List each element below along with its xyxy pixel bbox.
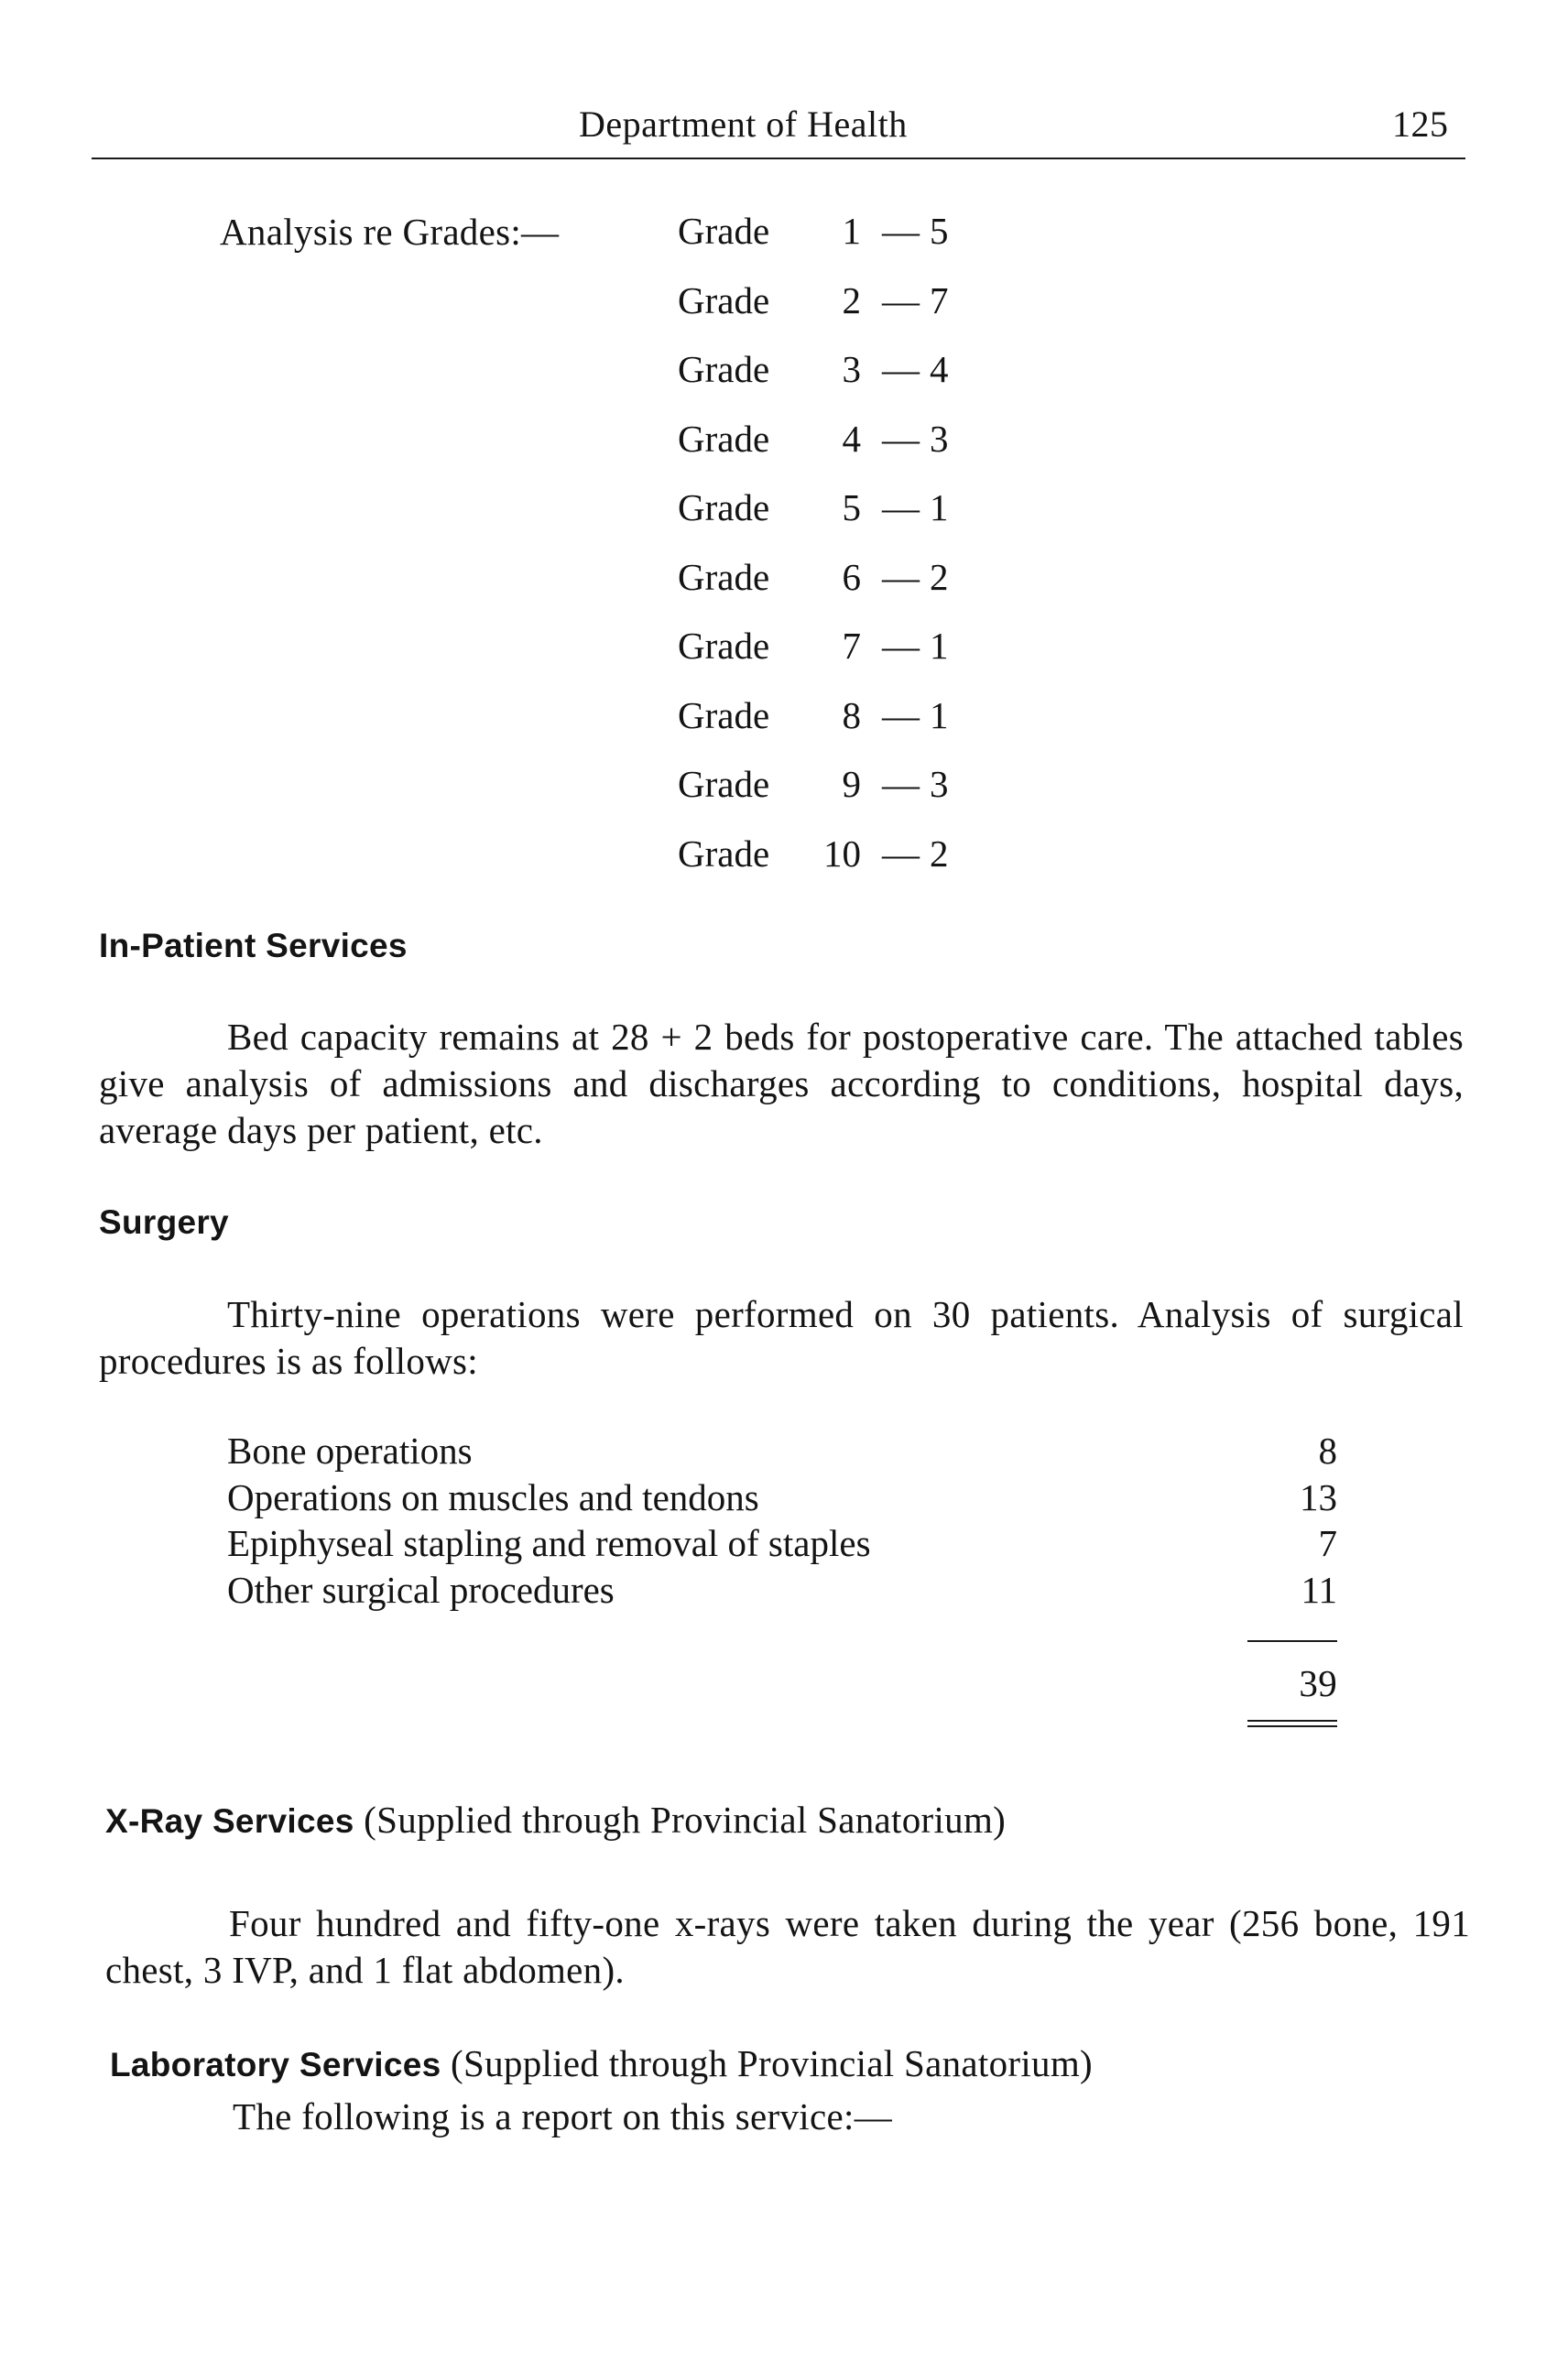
- surgery-paragraph-text: Thirty-nine operations were performed on 30 patients. Analysis of surgical procedures is as follows:: [99, 1293, 1464, 1382]
- surgery-total: 39: [1299, 1662, 1337, 1704]
- xray-heading: X-Ray Services: [105, 1802, 354, 1840]
- surgery-row: [227, 1429, 1337, 1474]
- surgery-row-label: Epiphyseal stapling and removal of staples: [227, 1522, 871, 1564]
- grade-dash: —: [882, 348, 920, 390]
- grade-count: 2: [930, 555, 949, 598]
- surgery-row-value: 7: [1318, 1522, 1337, 1564]
- surgery-heading: Surgery: [99, 1203, 229, 1241]
- surgery-row-label: Other surgical procedures: [227, 1568, 615, 1611]
- grade-count: 5: [930, 210, 949, 252]
- surgery-row-value: 11: [1301, 1568, 1337, 1611]
- running-head-title: Department of Health: [579, 103, 908, 145]
- total-rule: [1247, 1640, 1337, 1642]
- grade-dash: —: [882, 555, 920, 598]
- grade-count: 7: [930, 278, 949, 321]
- grade-dash: —: [882, 693, 920, 736]
- grade-label: Grade: [678, 417, 770, 460]
- grade-number: 5: [842, 486, 861, 528]
- grade-number: 6: [842, 555, 861, 598]
- grade-label: Grade: [678, 210, 770, 252]
- grade-label: Grade: [678, 693, 770, 736]
- grade-count: 2: [930, 832, 949, 875]
- grade-number: 1: [842, 210, 861, 252]
- grade-count: 3: [930, 417, 949, 460]
- surgery-row-label: Operations on muscles and tendons: [227, 1475, 759, 1518]
- laboratory-paragraph: The following is a report on this service:—: [233, 2095, 892, 2137]
- surgery-row-label: Bone operations: [227, 1430, 473, 1472]
- total-double-rule-top: [1247, 1720, 1337, 1722]
- surgery-row-value: 13: [1300, 1475, 1337, 1518]
- grade-dash: —: [882, 625, 920, 667]
- header-rule: [92, 158, 1465, 159]
- grades-intro: Analysis re Grades:—: [220, 211, 560, 253]
- grade-count: 4: [930, 348, 949, 390]
- grade-count: 1: [930, 486, 949, 528]
- grade-number: 8: [842, 693, 861, 736]
- laboratory-heading: Laboratory Services: [110, 2046, 441, 2083]
- surgery-row: [227, 1475, 1337, 1521]
- laboratory-heading-note: (Supplied through Provincial Sanatorium): [451, 2042, 1093, 2084]
- grade-number: 2: [842, 278, 861, 321]
- laboratory-heading-line: [110, 2040, 1093, 2088]
- xray-paragraph-text: Four hundred and fifty-one x-rays were taken during the year (256 bone, 191 chest, 3 IVP, and 1 flat abdomen).: [105, 1902, 1470, 1991]
- xray-heading-line: [105, 1797, 1006, 1844]
- grade-number: 4: [842, 417, 861, 460]
- grade-count: 1: [930, 625, 949, 667]
- grade-label: Grade: [678, 555, 770, 598]
- grade-dash: —: [882, 417, 920, 460]
- grade-dash: —: [882, 486, 920, 528]
- grade-dash: —: [882, 210, 920, 252]
- grade-count: 3: [930, 763, 949, 805]
- grade-label: Grade: [678, 832, 770, 875]
- grade-label: Grade: [678, 486, 770, 528]
- grade-dash: —: [882, 763, 920, 805]
- surgery-row: [227, 1521, 1337, 1567]
- grade-label: Grade: [678, 625, 770, 667]
- total-double-rule-bottom: [1247, 1725, 1337, 1727]
- grade-label: Grade: [678, 278, 770, 321]
- page-number: 125: [1392, 103, 1449, 145]
- xray-paragraph: [105, 1900, 1470, 1994]
- grade-count: 1: [930, 693, 949, 736]
- surgery-row-value: 8: [1318, 1430, 1337, 1472]
- grade-dash: —: [882, 278, 920, 321]
- grade-number: 7: [842, 625, 861, 667]
- surgery-row: [227, 1568, 1337, 1614]
- grade-label: Grade: [678, 348, 770, 390]
- grade-dash: —: [882, 832, 920, 875]
- inpatient-paragraph-text: Bed capacity remains at 28 + 2 beds for postoperative care. The attached tables give analysis of admissions and discharges according to conditions, hospital days, average days per patient, etc.: [99, 1016, 1464, 1151]
- xray-heading-note: (Supplied through Provincial Sanatorium): [364, 1799, 1007, 1841]
- grade-number: 9: [842, 763, 861, 805]
- grade-number: 3: [842, 348, 861, 390]
- inpatient-paragraph: [99, 1014, 1464, 1154]
- surgery-paragraph: [99, 1291, 1464, 1385]
- inpatient-heading: In-Patient Services: [99, 927, 408, 964]
- grade-label: Grade: [678, 763, 770, 805]
- grade-number: 10: [823, 832, 861, 875]
